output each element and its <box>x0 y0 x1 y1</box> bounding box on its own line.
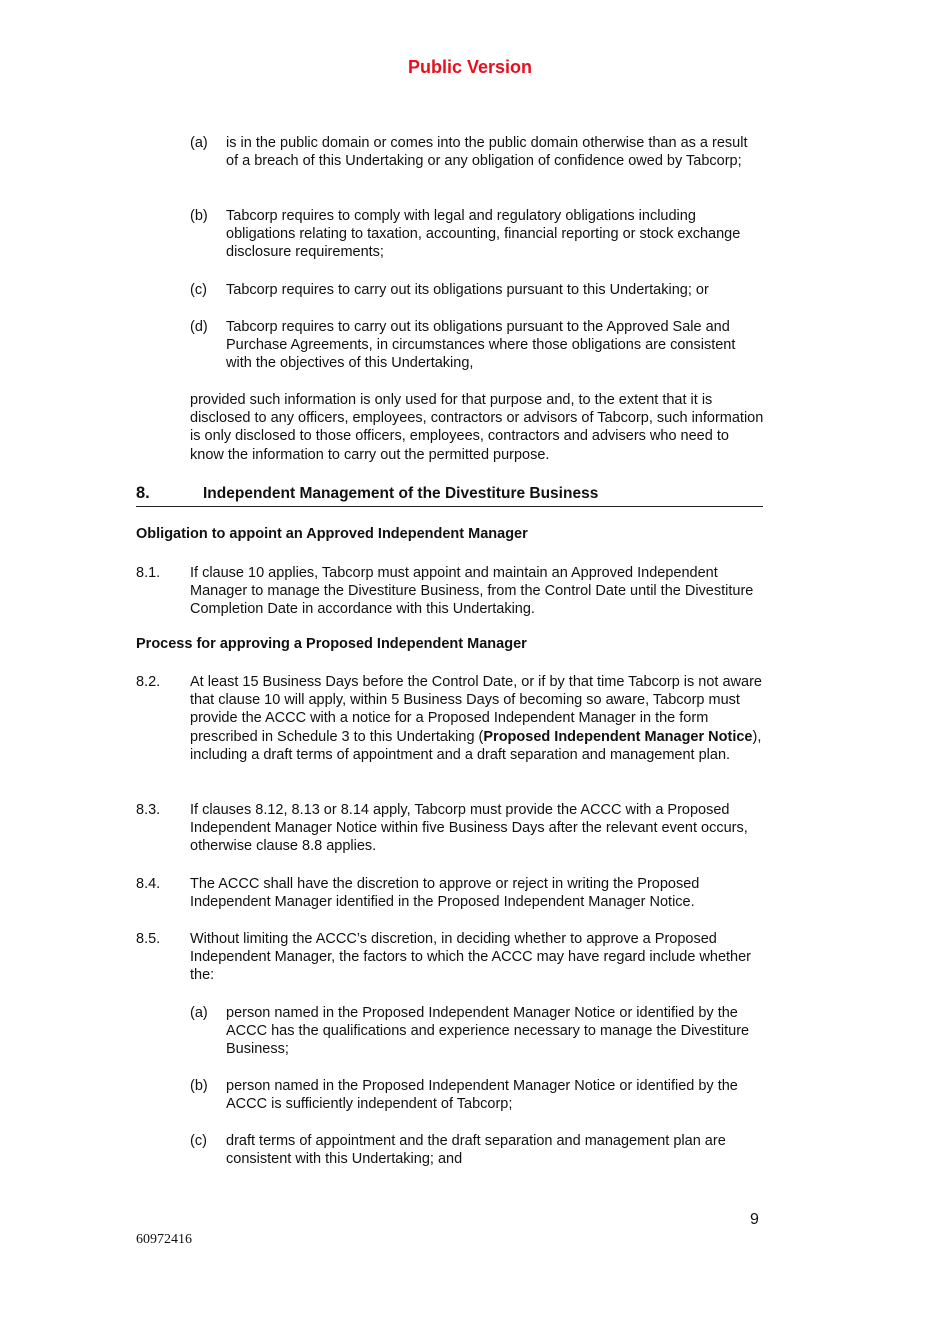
section-number: 8. <box>136 484 150 502</box>
clause-text-after: ), including a draft terms of appointment and a draft separation and management plan. <box>190 728 762 763</box>
list-item <box>190 207 760 262</box>
section-title: Independent Management of the Divestiture Business <box>203 485 599 502</box>
list-item-label: (d) <box>190 319 208 335</box>
clause-number: 8.1. <box>136 565 161 581</box>
clause-text: The ACCC shall have the discretion to approve or reject in writing the Proposed Independent Manager identified in the Proposed Independent Manager Notice. <box>190 876 700 911</box>
list-item-label: (a) <box>190 135 208 151</box>
document-id: 60972416 <box>136 1232 192 1247</box>
page-number: 9 <box>750 1211 759 1228</box>
clause-number: 8.4. <box>136 876 161 892</box>
list-item <box>190 134 760 170</box>
clause-text <box>190 673 765 764</box>
list-item-text: is in the public domain or comes into the public domain otherwise than as a result of a breach of this Undertaking or any obligation of confidence owed by Tabcorp; <box>226 135 748 170</box>
subheading-appoint: Obligation to appoint an Approved Independent Manager <box>136 526 528 542</box>
clause-number: 8.3. <box>136 802 161 818</box>
list-item <box>190 1132 760 1168</box>
list-item-text: Tabcorp requires to carry out its obligations pursuant to this Undertaking; or <box>226 282 709 298</box>
page-header-title: Public Version <box>407 57 533 77</box>
clause-text: If clauses 8.12, 8.13 or 8.14 apply, Tabcorp must provide the ACCC with a Proposed Independent Manager Notice within five Business Days after the relevant event occurs, otherwise clause 8.8 applies. <box>190 802 748 855</box>
list-item <box>190 1004 760 1059</box>
defined-term: Proposed Independent Manager Notice <box>483 728 753 745</box>
clause-number: 8.5. <box>136 931 161 947</box>
list-item-text: draft terms of appointment and the draft separation and management plan are consistent with this Undertaking; and <box>226 1133 726 1168</box>
list-item <box>190 318 760 373</box>
subheading-process: Process for approving a Proposed Independent Manager <box>136 636 527 652</box>
list-item-text: Tabcorp requires to comply with legal and regulatory obligations including obligations relating to taxation, accounting, financial reporting or stock exchange disclosure requirements; <box>226 208 741 261</box>
clause-text: If clause 10 applies, Tabcorp must appoint and maintain an Approved Independent Manager to manage the Divestiture Business, from the Control Date until the Divestiture Completion Date in accordance with this Undertaking. <box>190 565 754 618</box>
list-item-text: person named in the Proposed Independent Manager Notice or identified by the ACCC has the qualifications and experience necessary to manage the Divestiture Business; <box>226 1005 750 1058</box>
section-heading <box>136 484 763 507</box>
list-item-label: (c) <box>190 282 207 298</box>
list-item <box>190 1077 760 1113</box>
clause-number: 8.2. <box>136 674 161 690</box>
list-item-text: person named in the Proposed Independent Manager Notice or identified by the ACCC is sufficiently independent of Tabcorp; <box>226 1078 738 1113</box>
list-item-label: (c) <box>190 1133 207 1149</box>
list-item-label: (a) <box>190 1005 208 1021</box>
clause-text: Without limiting the ACCC’s discretion, in deciding whether to approve a Proposed Independent Manager, the factors to which the ACCC may have regard include whether the: <box>190 931 751 984</box>
list-item-text: Tabcorp requires to carry out its obligations pursuant to the Approved Sale and Purchase Agreements, in circumstances where those obligations are consistent with the objectives of this Undertaking, <box>226 319 736 372</box>
proviso-paragraph: provided such information is only used for that purpose and, to the extent that it is disclosed to any officers, employees, contractors or advisors of Tabcorp, such information is only disclosed to those officers, employees, contractors and advisers who need to know the information to carry out the permitted purpose. <box>190 392 764 463</box>
clause-text-before: At least 15 Business Days before the Control Date, or if by that time Tabcorp is not aware that clause 10 will apply, within 5 Business Days of becoming so aware, Tabcorp must provide the ACCC with a notice for a Proposed Independent Manager in the form prescribed in Schedule 3 to this Undertaking ( <box>190 674 762 745</box>
list-item-label: (b) <box>190 208 208 224</box>
list-item-label: (b) <box>190 1078 208 1094</box>
list-item <box>190 281 760 299</box>
